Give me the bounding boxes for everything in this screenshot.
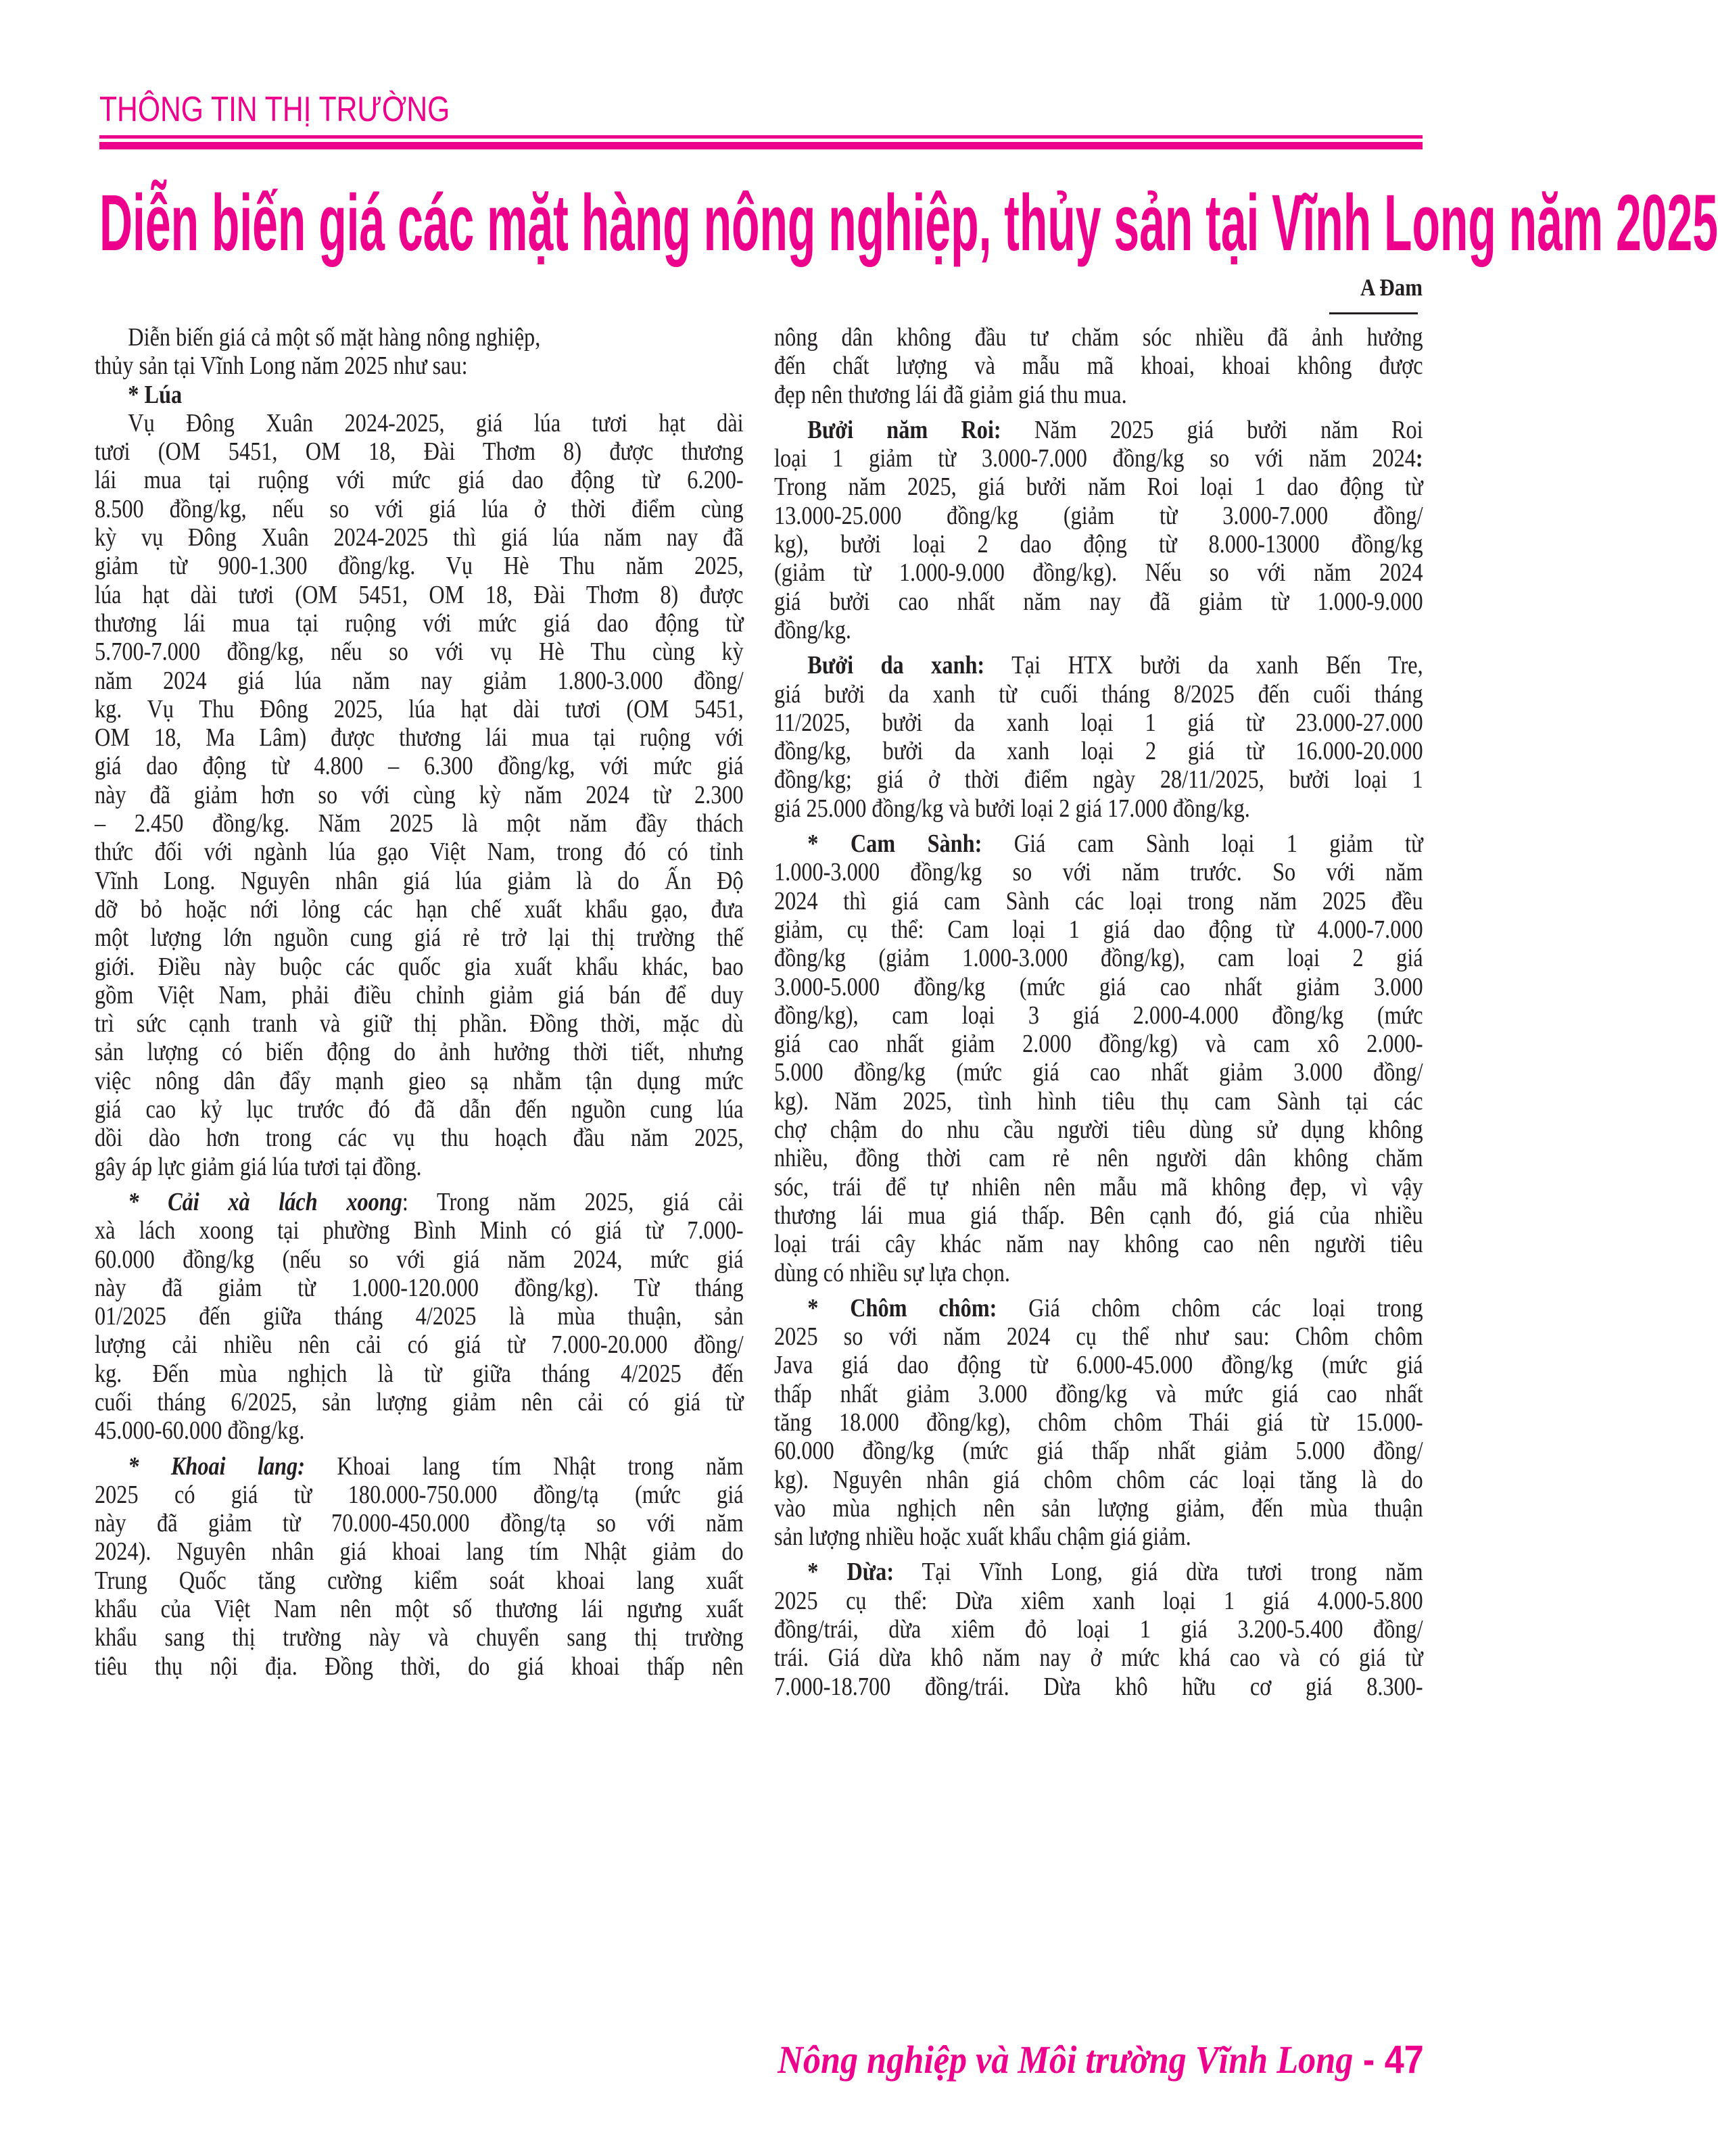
- text-line: (giảm từ 1.000-9.000 đồng/kg). Nếu so với năm 2024: [774, 558, 1423, 588]
- text-line: chợ chậm do nhu cầu người tiêu dùng sử dụng không: [774, 1116, 1423, 1145]
- header-rule-thick: [99, 142, 1423, 149]
- text-line: sản lượng nhiều hoặc xuất khẩu chậm giá giảm.: [774, 1523, 1191, 1552]
- text-line: dồi dào hơn trong các vụ thu hoạch đầu năm 2025,: [95, 1124, 744, 1153]
- paragraph-cam-sanh: [774, 830, 1423, 858]
- label-buoi-da-xanh: Bưởi da xanh:: [807, 651, 985, 680]
- text-line: 60.000 đồng/kg (nếu so với giá năm 2024, mức giá: [95, 1245, 744, 1274]
- header-rule-thin: [99, 135, 1423, 139]
- text-line: 8.500 đồng/kg, nếu so với giá lúa ở thời điểm cùng: [95, 494, 744, 523]
- text-line: 01/2025 đến giữa tháng 4/2025 là mùa thuận, sản: [95, 1302, 744, 1331]
- text-line: 5.700-7.000 đồng/kg, nếu so với vụ Hè Thu cùng kỳ: [95, 638, 744, 667]
- text-line: 60.000 đồng/kg (mức giá thấp nhất giảm 5.000 đồng/: [774, 1437, 1423, 1466]
- text-line: 7.000-18.700 đồng/trái. Dừa khô hữu cơ giá 8.300-: [774, 1672, 1423, 1701]
- text-line: khẩu của Việt Nam nên một số thương lái ngưng xuất: [95, 1595, 744, 1624]
- publication-name: Nông nghiệp và Môi trường Vĩnh Long: [778, 2038, 1354, 2082]
- text-line: một lượng lớn nguồn cung giá rẻ trở lại thị trường thế: [95, 924, 744, 953]
- left-column: [95, 323, 744, 1681]
- text-line: kg). Nguyên nhân giá chôm chôm các loại tăng là do: [774, 1465, 1423, 1494]
- text-line: 3.000-5.000 đồng/kg (mức giá cao nhất giảm 3.000: [774, 972, 1423, 1001]
- text-line: thương lái mua giá thấp. Bên cạnh đó, giá của nhiều: [774, 1201, 1423, 1230]
- text-line: lúa hạt dài tươi (OM 5451, OM 18, Đài Thơm 8) được: [95, 580, 744, 609]
- text-line: này đã giảm từ 1.000-120.000 đồng/kg). Từ tháng: [95, 1273, 744, 1302]
- text-line: cuối tháng 6/2025, sản lượng giảm nên cải có giá từ: [95, 1387, 744, 1416]
- text-line: dùng có nhiều sự lựa chọn.: [774, 1258, 1010, 1287]
- paragraph-buoi-da-xanh: [774, 651, 1423, 679]
- text-line: khẩu sang thị trường này và chuyển sang thị trường: [95, 1623, 744, 1652]
- text-line: lái mua tại ruộng với mức giá dao động từ 6.200-: [95, 466, 744, 495]
- text-run: loại 1 giảm từ 3.000-7.000 đồng/kg so với năm 2024: [774, 444, 1416, 473]
- page-footer: [778, 2036, 1424, 2084]
- text-line: 11/2025, bưởi da xanh loại 1 giá từ 23.000-27.000: [774, 708, 1423, 737]
- text-line: kg). Năm 2025, tình hình tiêu thụ cam Sành tại các: [774, 1086, 1423, 1116]
- text-line: đến chất lượng và mẫu mã khoai, khoai không được: [774, 352, 1423, 381]
- text-line: Java giá dao động từ 6.000-45.000 đồng/kg (mức giá: [774, 1351, 1423, 1380]
- text-line: lượng cải nhiều nên cải có giá từ 7.000-20.000 đồng/: [95, 1331, 744, 1360]
- text-line: giới. Điều này buộc các quốc gia xuất khẩu khác, bao: [95, 952, 744, 981]
- text-line: tươi (OM 5451, OM 18, Đài Thơm 8) được thương: [95, 437, 744, 466]
- text-run: Giá cam Sành loại 1 giảm từ: [982, 830, 1423, 859]
- text-line: đồng/kg (giảm 1.000-3.000 đồng/kg), cam loại 2 giá: [774, 944, 1423, 973]
- text-line: kg), bưởi loại 2 dao động từ 8.000-13000 đồng/kg: [774, 530, 1423, 559]
- text-line: tăng 18.000 đồng/kg), chôm chôm Thái giá từ 15.000-: [774, 1408, 1423, 1437]
- text-run: : Trong năm 2025, giá cải: [402, 1187, 744, 1216]
- text-line: 45.000-60.000 đồng/kg.: [95, 1416, 305, 1445]
- byline-underline: [1329, 312, 1418, 314]
- text-line: đồng/kg), cam loại 3 giá 2.000-4.000 đồng/kg (mức: [774, 1001, 1423, 1030]
- text-line: giảm từ 900-1.300 đồng/kg. Vụ Hè Thu năm 2025,: [95, 552, 744, 581]
- right-column: [774, 323, 1423, 1701]
- text-line: việc nông dân đẩy mạnh gieo sạ nhằm tận dụng mức: [95, 1066, 744, 1095]
- text-line: này đã giảm từ 70.000-450.000 đồng/tạ so với năm: [95, 1509, 744, 1538]
- paragraph-khoai-lang: [95, 1452, 744, 1481]
- text-line: kg. Vụ Thu Đông 2025, lúa hạt dài tươi (OM 5451,: [95, 694, 744, 723]
- text-line: tiêu thụ nội địa. Đồng thời, do giá khoai thấp nên: [95, 1652, 744, 1681]
- text-run: Khoai lang tím Nhật trong năm: [305, 1452, 744, 1481]
- text-line: nhiều, đồng thời cam rẻ nên người dân không chăm: [774, 1144, 1423, 1173]
- text-line: thấp nhất giảm 3.000 đồng/kg và mức giá cao nhất: [774, 1379, 1423, 1408]
- text-line: – 2.450 đồng/kg. Năm 2025 là một năm đầy thách: [95, 809, 744, 838]
- text-line: Diễn biến giá cả một số mặt hàng nông nghiệp,: [128, 323, 541, 352]
- text-line: 2025 cụ thể: Dừa xiêm xanh loại 1 giá 4.000-5.800: [774, 1586, 1423, 1615]
- text-line: đồng/kg.: [774, 615, 851, 644]
- text-line: giảm, cụ thể: Cam loại 1 giá dao động từ 4.000-7.000: [774, 915, 1423, 944]
- text-line: đồng/kg; giá ở thời điểm ngày 28/11/2025, bưởi loại 1: [774, 765, 1423, 794]
- text-line: Vụ Đông Xuân 2024-2025, giá lúa tươi hạt dài: [128, 408, 744, 437]
- text-line: kỳ vụ Đông Xuân 2024-2025 thì giá lúa năm nay đã: [95, 523, 744, 552]
- text-line: thức đối với ngành lúa gạo Việt Nam, trong đó có tỉnh: [95, 838, 744, 867]
- section-label: THÔNG TIN THỊ TRƯỜNG: [99, 90, 450, 129]
- label-khoai-lang: * Khoai lang:: [128, 1452, 306, 1481]
- text-line: giá 25.000 đồng/kg và bưởi loại 2 giá 17.000 đồng/kg.: [774, 794, 1250, 823]
- label-cam-sanh: * Cam Sành:: [807, 830, 982, 859]
- text-run: Tại Vĩnh Long, giá dừa tươi trong năm: [894, 1558, 1423, 1587]
- paragraph-cai-xa-lach-xoong: [95, 1188, 744, 1216]
- text-line: năm 2024 giá lúa năm nay giảm 1.800-3.000 đồng/: [95, 666, 744, 695]
- label-cai-xa-lach-xoong: * Cải xà lách xoong: [128, 1187, 402, 1216]
- text-line: trì sức cạnh tranh và giữ thị phần. Đồng thời, mặc dù: [95, 1009, 744, 1038]
- text-line: 13.000-25.000 đồng/kg (giảm từ 3.000-7.000 đồng/: [774, 501, 1423, 530]
- footer-separator: -: [1353, 2038, 1385, 2082]
- article-title: Diễn biến giá các mặt hàng nông nghiệp, thủy sản tại Vĩnh Long năm 2025: [99, 178, 1718, 268]
- text-line: vào mùa nghịch nên sản lượng giảm, đến mùa thuận: [774, 1493, 1423, 1523]
- text-line: này đã giảm hơn so với cùng kỳ năm 2024 từ 2.300: [95, 780, 744, 809]
- text-run: Tại HTX bưởi da xanh Bến Tre,: [984, 651, 1423, 680]
- text-line: 2025 so với năm 2024 cụ thể như sau: Chôm chôm: [774, 1322, 1423, 1351]
- paragraph-chom-chom: [774, 1294, 1423, 1322]
- text-line: gây áp lực giảm giá lúa tươi tại đồng.: [95, 1152, 422, 1181]
- text-line: giá dao động từ 4.800 – 6.300 đồng/kg, với mức giá: [95, 752, 744, 781]
- text-line: sản lượng có biến động do ảnh hưởng thời tiết, nhưng: [95, 1038, 744, 1067]
- bold-colon: :: [1415, 444, 1423, 473]
- text-line: Trong năm 2025, giá bưởi năm Roi loại 1 dao động từ: [774, 473, 1423, 502]
- text-line: gồm Việt Nam, phải điều chỉnh giảm giá bán để duy: [95, 980, 744, 1009]
- text-line-with-colon: [774, 444, 1423, 473]
- text-line: 2024 thì giá cam Sành các loại trong năm 2025 đều: [774, 886, 1423, 915]
- paragraph-buoi-nam-roi: [774, 416, 1423, 444]
- text-line: trái. Giá dừa khô năm nay ở mức khá cao và có giá từ: [774, 1644, 1423, 1673]
- text-line: giá cao nhất giảm 2.000 đồng/kg) và cam xô 2.000-: [774, 1030, 1423, 1059]
- text-line: kg. Đến mùa nghịch là từ giữa tháng 4/2025 đến: [95, 1359, 744, 1388]
- text-line: đẹp nên thương lái đã giảm giá thu mua.: [774, 380, 1127, 409]
- text-line: Vĩnh Long. Nguyên nhân giá lúa giảm là do Ấn Độ: [95, 866, 744, 895]
- text-line: đồng/trái, dừa xiêm đỏ loại 1 giá 3.200-5.400 đồng/: [774, 1615, 1423, 1644]
- text-line: Trung Quốc tăng cường kiểm soát khoai lang xuất: [95, 1566, 744, 1595]
- text-line: loại trái cây khác năm nay không cao nên người tiêu: [774, 1230, 1423, 1259]
- text-line: nông dân không đầu tư chăm sóc nhiều đã ảnh hưởng: [774, 323, 1423, 352]
- subheading-lua: * Lúa: [128, 380, 183, 409]
- text-run: Năm 2025 giá bưởi năm Roi: [1001, 415, 1423, 444]
- text-line: 2025 có giá từ 180.000-750.000 đồng/tạ (mức giá: [95, 1480, 744, 1509]
- text-line: OM 18, Ma Lâm) được thương lái mua tại ruộng với: [95, 723, 744, 752]
- text-line: thủy sản tại Vĩnh Long năm 2025 như sau:: [95, 352, 468, 381]
- text-line: 5.000 đồng/kg (mức giá cao nhất giảm 3.000 đồng/: [774, 1058, 1423, 1087]
- text-line: đồng/kg, bưởi da xanh loại 2 giá từ 16.000-20.000: [774, 737, 1423, 766]
- text-line: thương lái mua tại ruộng với mức giá dao động từ: [95, 608, 744, 638]
- label-chom-chom: * Chôm chôm:: [807, 1293, 997, 1322]
- text-line: sóc, trái để tự nhiên nên mẫu mã không đẹp, vì vậy: [774, 1172, 1423, 1201]
- author-byline: A Đam: [1360, 274, 1423, 301]
- text-line: giá cao kỷ lục trước đó đã dẫn đến nguồn cung lúa: [95, 1095, 744, 1124]
- text-line: giá bưởi cao nhất năm nay đã giảm từ 1.000-9.000: [774, 587, 1423, 616]
- paragraph-dua: [774, 1558, 1423, 1586]
- label-buoi-nam-roi: Bưởi năm Roi:: [807, 415, 1001, 444]
- text-line: dỡ bỏ hoặc nới lỏng các hạn chế xuất khẩu gạo, đưa: [95, 894, 744, 924]
- text-run: Giá chôm chôm các loại trong: [997, 1293, 1423, 1322]
- text-line: giá bưởi da xanh từ cuối tháng 8/2025 đến cuối tháng: [774, 679, 1423, 709]
- text-line: 1.000-3.000 đồng/kg so với năm trước. So với năm: [774, 858, 1423, 887]
- page-number: 47: [1384, 2038, 1424, 2082]
- text-line: xà lách xoong tại phường Bình Minh có giá từ 7.000-: [95, 1216, 744, 1245]
- text-line: 2024). Nguyên nhân giá khoai lang tím Nhật giảm do: [95, 1537, 744, 1566]
- label-dua: * Dừa:: [807, 1558, 894, 1587]
